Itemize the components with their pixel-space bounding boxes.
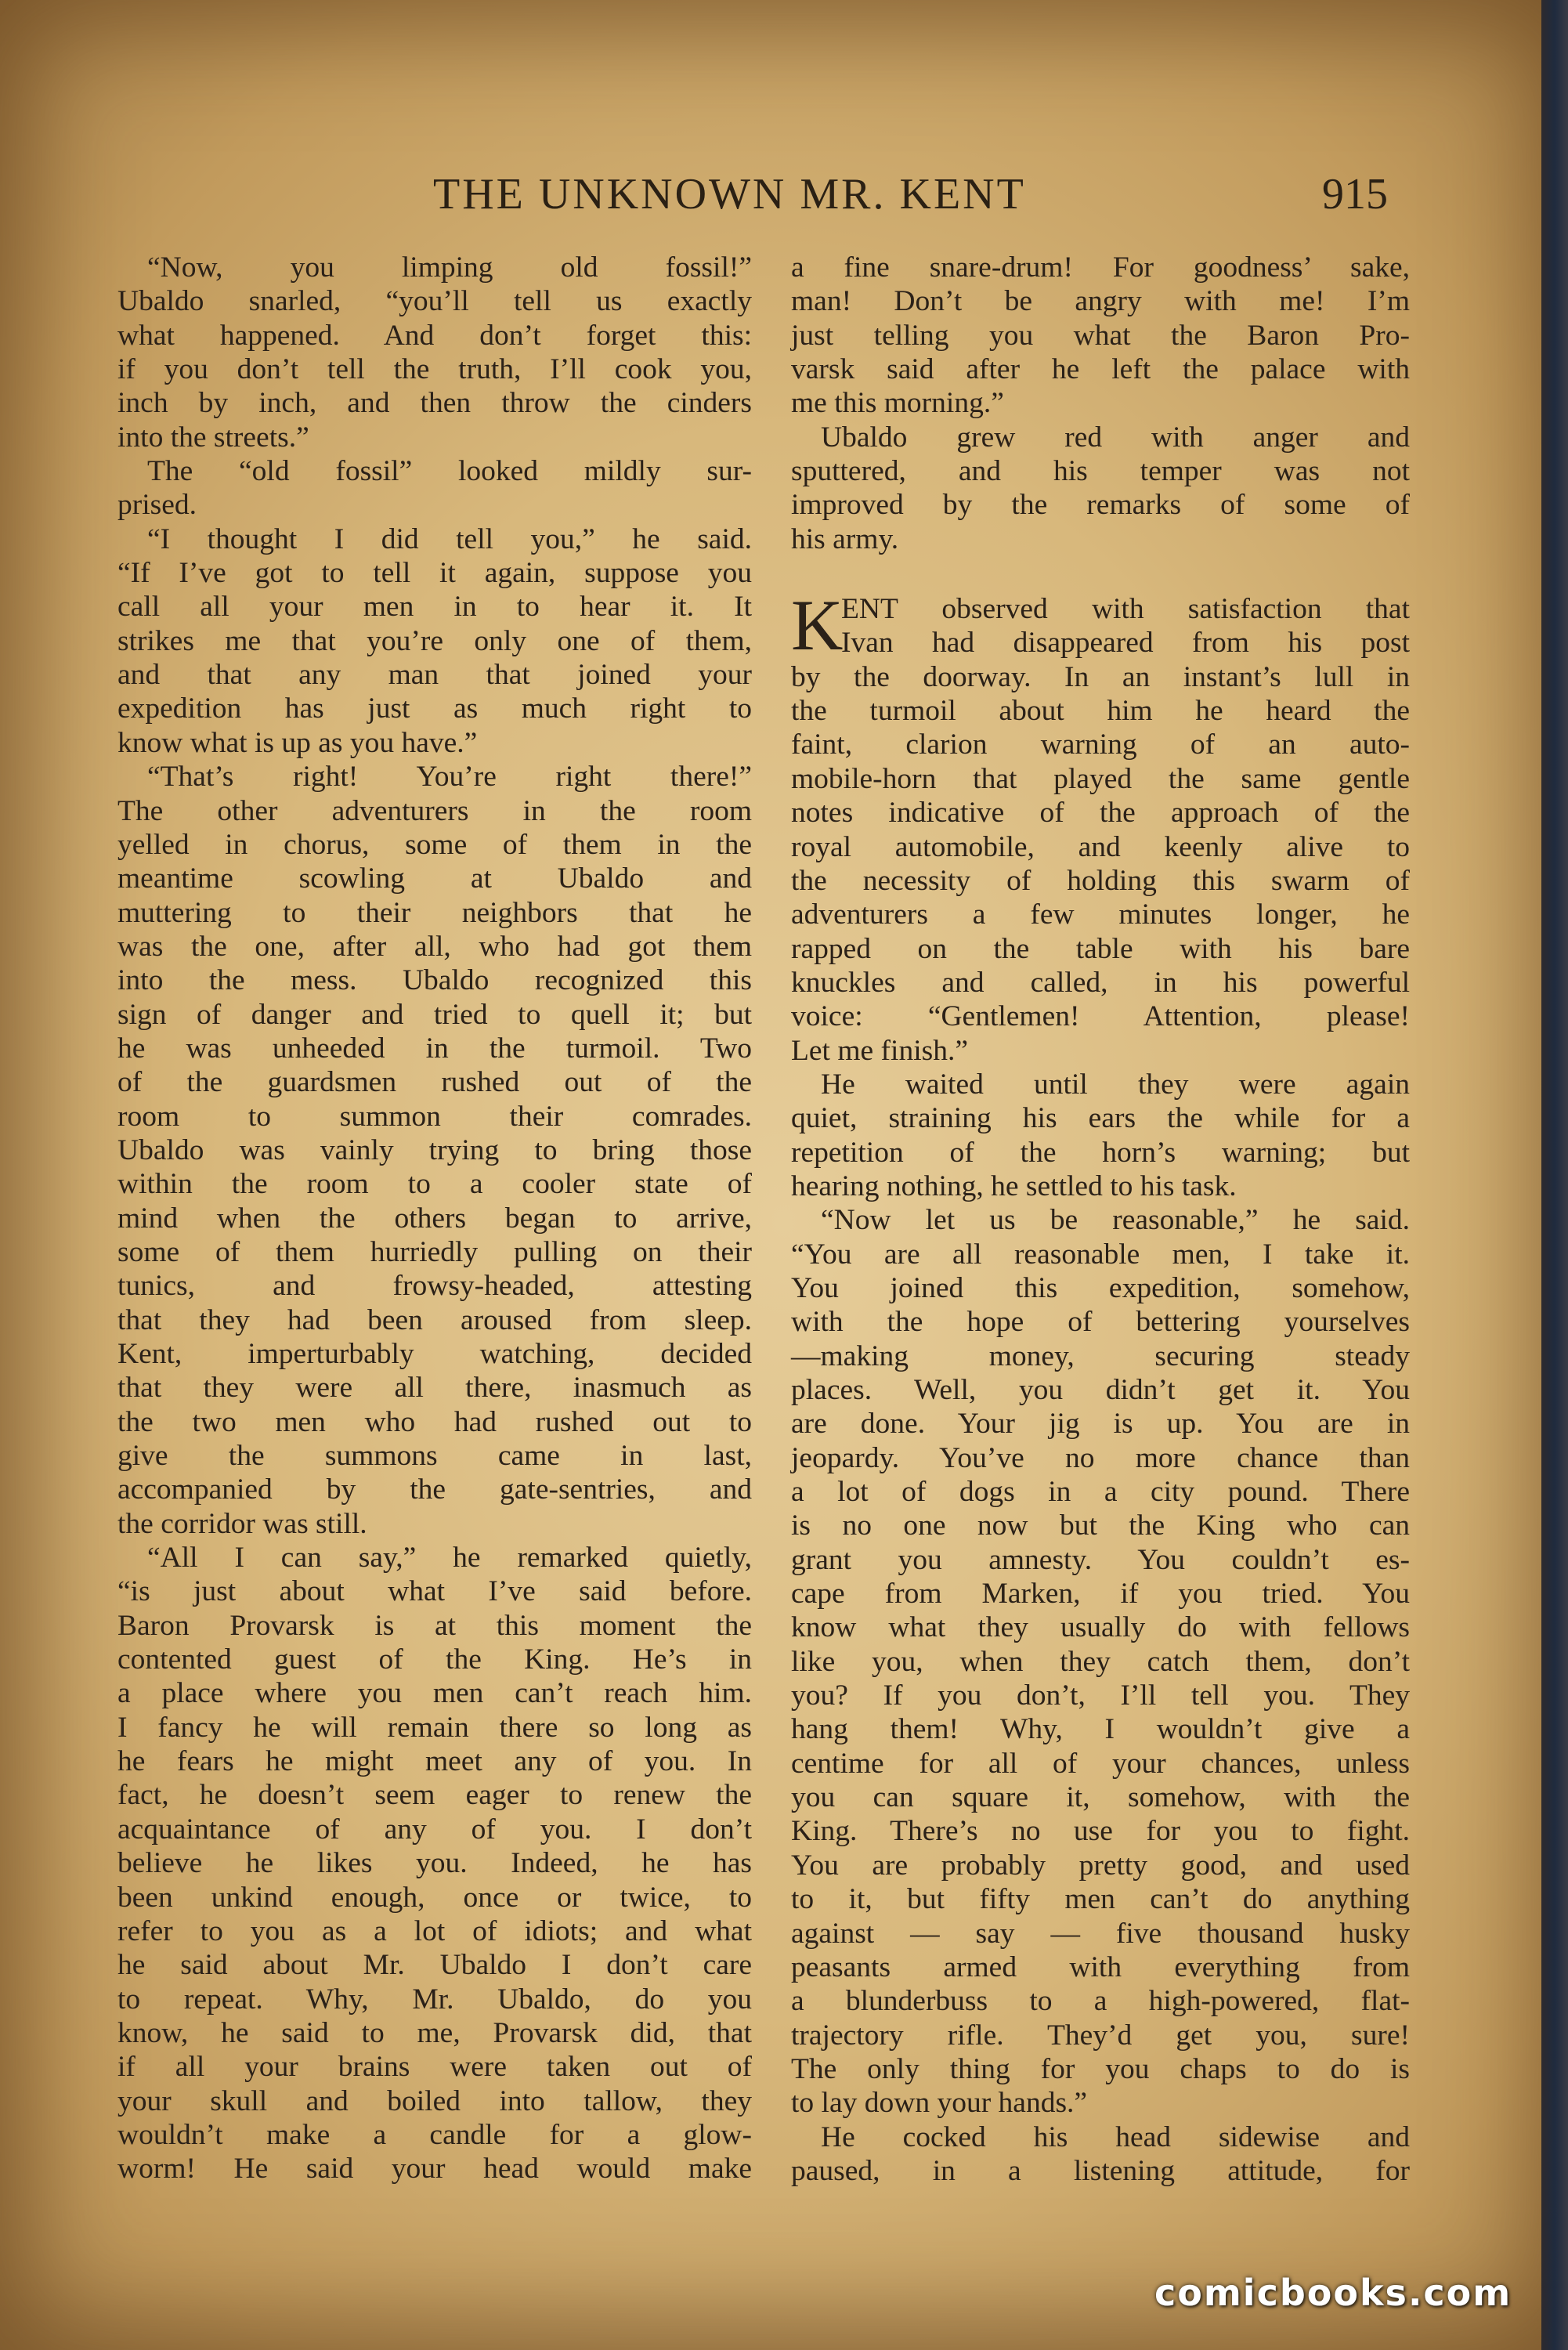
text-line: Let me finish.”: [791, 1034, 968, 1067]
text-line: The only thing for you chaps to do is: [791, 2052, 1410, 2085]
text-line: the necessity of holding this swarm of: [791, 864, 1410, 897]
text-line: He waited until they were again: [821, 1068, 1410, 1101]
text-line: Ubaldo grew red with anger and: [821, 421, 1410, 454]
text-line: quiet, straining his ears the while for a: [791, 1102, 1410, 1135]
text-line: give the summons came in last,: [117, 1440, 752, 1473]
text-line: man! Don’t be angry with me! I’m: [791, 285, 1410, 318]
text-line: “You are all reasonable men, I take it.: [791, 1238, 1410, 1271]
text-line: fact, he doesn’t seem eager to renew the: [117, 1779, 752, 1812]
text-line: wouldn’t make a candle for a glow-: [117, 2118, 752, 2151]
text-line: muttering to their neighbors that he: [117, 896, 752, 929]
text-line: “is just about what I’ve said before.: [117, 1575, 752, 1608]
text-line: The other adventurers in the room: [117, 794, 752, 827]
text-line: his army.: [791, 522, 899, 555]
text-line: room to summon their comrades.: [117, 1100, 752, 1133]
text-line: cape from Marken, if you tried. You: [791, 1578, 1410, 1611]
text-line: repetition of the horn’s warning; but: [791, 1136, 1410, 1169]
text-line: faint, clarion warning of an auto-: [791, 728, 1410, 761]
page-number: 915: [1322, 170, 1388, 219]
text-line: “All I can say,” he remarked quietly,: [147, 1542, 752, 1574]
text-line: rapped on the table with his bare: [791, 932, 1410, 965]
text-line: The “old fossil” looked mildly sur-: [147, 455, 752, 488]
text-line: he fears he might meet any of you. In: [117, 1745, 752, 1778]
book-spine: [1541, 0, 1568, 2350]
text-line: that they had been aroused from sleep.: [117, 1303, 752, 1336]
text-line: that they were all there, inasmuch as: [117, 1372, 752, 1405]
text-line: a blunderbuss to a high-powered, flat-: [791, 1985, 1410, 2018]
text-line: notes indicative of the approach of the: [791, 797, 1410, 830]
text-line: —making money, securing steady: [791, 1340, 1410, 1372]
right-column-body-text: [791, 660, 1410, 2188]
text-line: inch by inch, and then throw the cinders: [117, 387, 752, 420]
text-line: a lot of dogs in a city pound. There: [791, 1476, 1410, 1509]
text-line: me this morning.”: [791, 387, 1004, 420]
text-line: royal automobile, and keenly alive to: [791, 830, 1410, 863]
text-line: to it, but fifty men can’t do anything: [791, 1883, 1410, 1916]
text-line: “That’s right! You’re right there!”: [147, 761, 752, 794]
text-line: meantime scowling at Ubaldo and: [117, 862, 752, 895]
text-line: You are probably pretty good, and used: [791, 1849, 1410, 1882]
text-line: varsk said after he left the palace with: [791, 353, 1410, 386]
text-line: knuckles and called, in his powerful: [791, 966, 1410, 999]
text-line: worm! He said your head would make: [117, 2153, 752, 2186]
text-line: just telling you what the Baron Pro-: [791, 319, 1410, 352]
text-line: is no one now but the King who can: [791, 1509, 1410, 1542]
text-line: strikes me that you’re only one of them,: [117, 624, 752, 657]
text-line: know what is up as you have.”: [117, 726, 478, 759]
text-line: like you, when they catch them, don’t: [791, 1645, 1410, 1678]
text-line: tunics, and frowsy-headed, attesting: [117, 1270, 752, 1303]
text-line: “Now let us be reasonable,” he said.: [821, 1204, 1410, 1237]
text-line: refer to you as a lot of idiots; and what: [117, 1914, 752, 1947]
text-line: Ivan had disappeared from his post: [841, 627, 1410, 660]
text-line: a fine snare-drum! For goodness’ sake,: [791, 251, 1410, 284]
text-line: to lay down your hands.”: [791, 2087, 1088, 2120]
text-line: “If I’ve got to tell it again, suppose you: [117, 557, 752, 590]
text-line: acquaintance of any of you. I don’t: [117, 1813, 752, 1846]
text-line: been unkind enough, once or twice, to: [117, 1881, 752, 1914]
text-line: the two men who had rushed out to: [117, 1405, 752, 1438]
text-line: He cocked his head sidewise and: [821, 2120, 1410, 2153]
text-line: grant you amnesty. You couldn’t es-: [791, 1543, 1410, 1576]
text-line: places. Well, you didn’t get it. You: [791, 1374, 1410, 1406]
text-line: yelled in chorus, some of them in the: [117, 828, 752, 861]
text-line: mobile-horn that played the same gentle: [791, 762, 1410, 795]
text-line: hearing nothing, he settled to his task.: [791, 1170, 1237, 1202]
text-line: Baron Provarsk is at this moment the: [117, 1609, 752, 1642]
text-line: King. There’s no use for you to fight.: [791, 1815, 1410, 1848]
text-line: “I thought I did tell you,” he said.: [147, 522, 752, 555]
text-line: You joined this expedition, somehow,: [791, 1271, 1410, 1304]
text-line: you? If you don’t, I’ll tell you. They: [791, 1679, 1410, 1712]
text-line: Ubaldo was vainly trying to bring those: [117, 1133, 752, 1166]
text-line: expedition has just as much right to: [117, 692, 752, 725]
running-header: [0, 169, 1568, 232]
text-line: know, he said to me, Provarsk did, that: [117, 2016, 752, 2049]
text-line: against — say — five thousand husky: [791, 1917, 1410, 1950]
text-line: jeopardy. You’ve no more chance than: [791, 1441, 1410, 1474]
drop-cap-lines: [791, 592, 1410, 660]
text-line: mind when the others began to arrive,: [117, 1202, 752, 1235]
right-column-opening-text: [791, 251, 1410, 556]
text-line: if you don’t tell the truth, I’ll cook you,: [117, 353, 752, 386]
text-line: contented guest of the King. He’s in: [117, 1643, 752, 1676]
text-line: to repeat. Why, Mr. Ubaldo, do you: [117, 1983, 752, 2016]
text-line: within the room to a cooler state of: [117, 1168, 752, 1201]
text-line: prised.: [117, 489, 197, 522]
text-line: by the doorway. In an instant’s lull in: [791, 660, 1410, 693]
text-line: of the guardsmen rushed out of the: [117, 1066, 752, 1099]
text-line: into the mess. Ubaldo recognized this: [117, 964, 752, 997]
text-line: with the hope of bettering yourselves: [791, 1306, 1410, 1339]
left-text-column: [117, 251, 752, 2186]
text-line: was the one, after all, who had got them: [117, 930, 752, 963]
text-line: adventurers a few minutes longer, he: [791, 898, 1410, 931]
text-line: are done. Your jig is up. You are in: [791, 1408, 1410, 1441]
text-line: accompanied by the gate-sentries, and: [117, 1473, 752, 1506]
text-line: voice: “Gentlemen! Attention, please!: [791, 1000, 1410, 1033]
text-line: and that any man that joined your: [117, 659, 752, 692]
text-line: call all your men in to hear it. It: [117, 591, 752, 624]
text-line: know what they usually do with fellows: [791, 1611, 1410, 1644]
running-title: THE UNKNOWN MR. KENT: [433, 170, 1026, 219]
text-line: ENT observed with satisfaction that: [841, 593, 1410, 626]
text-line: a place where you men can’t reach him.: [117, 1677, 752, 1710]
text-line: trajectory rifle. They’d get you, sure!: [791, 2019, 1410, 2052]
text-line: paused, in a listening attitude, for: [791, 2154, 1410, 2187]
text-line: I fancy he will remain there so long as: [117, 1711, 752, 1744]
drop-cap-paragraph: [791, 585, 1410, 666]
text-line: believe he likes you. Indeed, he has: [117, 1847, 752, 1880]
text-line: Kent, imperturbably watching, decided: [117, 1338, 752, 1370]
text-line: hang them! Why, I wouldn’t give a: [791, 1713, 1410, 1746]
text-line: he was unheeded in the turmoil. Two: [117, 1032, 752, 1065]
text-line: sign of danger and tried to quell it; but: [117, 998, 752, 1031]
text-line: your skull and boiled into tallow, they: [117, 2084, 752, 2117]
text-line: Ubaldo snarled, “you’ll tell us exactly: [117, 285, 752, 318]
text-line: sputtered, and his temper was not: [791, 455, 1410, 488]
text-line: some of them hurriedly pulling on their: [117, 1235, 752, 1268]
text-line: improved by the remarks of some of: [791, 489, 1410, 522]
section-break: [791, 556, 1410, 592]
text-line: centime for all of your chances, unless: [791, 1747, 1410, 1780]
text-line: if all your brains were taken out of: [117, 2051, 752, 2084]
text-line: “Now, you limping old fossil!”: [147, 251, 752, 284]
text-line: the turmoil about him he heard the: [791, 695, 1410, 728]
text-line: the corridor was still.: [117, 1507, 367, 1540]
text-line: peasants armed with everything from: [791, 1950, 1410, 1983]
watermark-logo: comicbooks.com: [1154, 2272, 1512, 2314]
drop-cap: K: [791, 585, 844, 666]
right-text-column: [791, 251, 1410, 2188]
text-line: you can square it, somehow, with the: [791, 1781, 1410, 1814]
text-line: what happened. And don’t forget this:: [117, 319, 752, 352]
text-line: into the streets.”: [117, 421, 309, 454]
text-line: he said about Mr. Ubaldo I don’t care: [117, 1949, 752, 1982]
